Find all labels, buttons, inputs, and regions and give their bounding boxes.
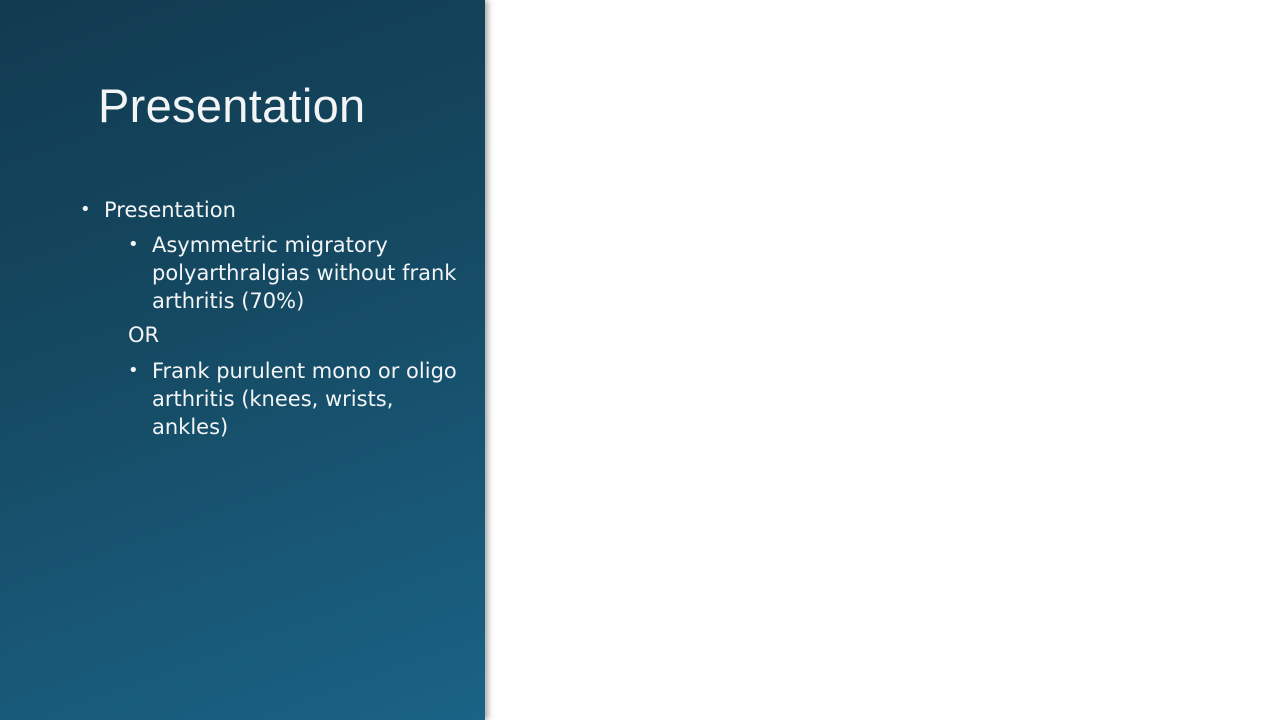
or-separator: OR: [128, 323, 160, 347]
bullet-item-purulent-arthritis: [128, 357, 460, 441]
bullet-icon: •: [80, 199, 91, 220]
bullet-icon: •: [128, 360, 139, 381]
content-panel: [485, 0, 1280, 720]
bullet-text: Presentation: [104, 198, 236, 222]
bullet-list: [80, 196, 460, 441]
title-panel: [0, 0, 485, 720]
bullet-text: Frank purulent mono or oligo arthritis (knees, wrists, ankles): [152, 359, 457, 439]
bullet-item-presentation: [80, 196, 460, 224]
slide-title: Presentation: [98, 79, 366, 132]
bullet-icon: •: [128, 234, 139, 255]
bullet-item-polyarthralgias: [128, 231, 460, 315]
bullet-text: Asymmetric migratory polyarthralgias without frank arthritis (70%): [152, 233, 457, 313]
